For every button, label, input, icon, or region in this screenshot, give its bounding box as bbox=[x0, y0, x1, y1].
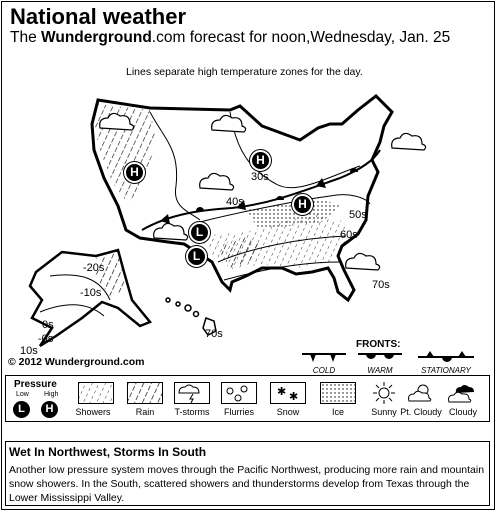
high-pressure-marker: H bbox=[250, 150, 271, 171]
legend-label: Snow bbox=[276, 407, 300, 417]
temp-label: 0s bbox=[42, 319, 54, 331]
svg-text:✱: ✱ bbox=[277, 385, 287, 398]
legend-label: Pt. Cloudy bbox=[400, 407, 442, 417]
temp-label: -20s bbox=[83, 262, 105, 274]
legend-low-label: Low bbox=[16, 391, 29, 398]
subtitle-brand: Wunderground bbox=[41, 29, 152, 46]
partly-cloudy-icon bbox=[406, 381, 434, 405]
temp-label: -0s bbox=[38, 333, 54, 345]
front-cold bbox=[300, 351, 348, 373]
sunny-icon bbox=[372, 381, 396, 405]
subtitle-prefix: The bbox=[10, 29, 42, 46]
snow-swatch bbox=[270, 382, 306, 404]
ice-swatch bbox=[320, 382, 356, 404]
page-title: National weather bbox=[10, 4, 187, 29]
front-cold-label: COLD bbox=[312, 366, 336, 375]
warm-front-icon bbox=[356, 351, 404, 365]
high-pressure-marker: H bbox=[124, 162, 145, 183]
legend-label: T-storms bbox=[174, 407, 210, 417]
front-stationary bbox=[416, 351, 476, 373]
temp-label: 40s bbox=[226, 196, 244, 208]
cold-front-icon bbox=[300, 351, 348, 365]
fronts-title: FRONTS: bbox=[356, 339, 401, 350]
flurries-swatch bbox=[221, 382, 257, 404]
temp-label: 70s bbox=[205, 328, 223, 340]
map-legend bbox=[5, 375, 490, 422]
low-pressure-marker: L bbox=[189, 222, 210, 243]
low-pressure-marker: L bbox=[186, 246, 207, 267]
high-pressure-icon: H bbox=[41, 401, 58, 418]
temp-label: 10s bbox=[20, 345, 38, 357]
low-pressure-icon: L bbox=[13, 401, 30, 418]
legend-label: Ice bbox=[331, 407, 344, 417]
subtitle-rest: .com forecast for noon,Wednesday, Jan. 25 bbox=[151, 29, 451, 46]
high-pressure-marker: H bbox=[292, 194, 313, 215]
showers-swatch bbox=[78, 382, 114, 404]
story-body: Another low pressure system moves through the Pacific Northwest, producing more rain and mountain snow showers. In the South, scattered showers and thunderstorms develop from Texas through the Lower Mississippi Valley. bbox=[9, 464, 485, 504]
temp-label: 30s bbox=[251, 171, 269, 183]
temp-label: 70s bbox=[372, 279, 390, 291]
story-box bbox=[5, 441, 490, 506]
legend-high-label: High bbox=[44, 391, 59, 398]
rain-swatch bbox=[127, 382, 163, 404]
legend-label: Rain bbox=[135, 407, 155, 417]
temp-label: 50s bbox=[349, 209, 367, 221]
tstorms-swatch bbox=[174, 382, 210, 404]
front-stationary-label: STATIONARY bbox=[421, 366, 471, 375]
temp-label: 60s bbox=[340, 229, 358, 241]
map-note: Lines separate high temperature zones for the day. bbox=[126, 66, 363, 78]
legend-label: Flurries bbox=[223, 407, 254, 417]
legend-label: Cloudy bbox=[448, 407, 477, 417]
story-headline: Wet In Northwest, Storms In South bbox=[9, 445, 207, 459]
cloudy-icon bbox=[446, 381, 476, 405]
legend-label: Sunny bbox=[371, 407, 397, 417]
copyright: © 2012 Wunderground.com bbox=[8, 356, 145, 368]
legend-pressure-title: Pressure bbox=[14, 379, 57, 390]
front-warm-label: WARM bbox=[367, 366, 393, 375]
temp-label: -10s bbox=[80, 287, 102, 299]
svg-text:✱: ✱ bbox=[289, 390, 299, 403]
front-warm bbox=[356, 351, 404, 373]
legend-label: Showers bbox=[75, 407, 111, 417]
stationary-front-icon bbox=[416, 351, 476, 365]
